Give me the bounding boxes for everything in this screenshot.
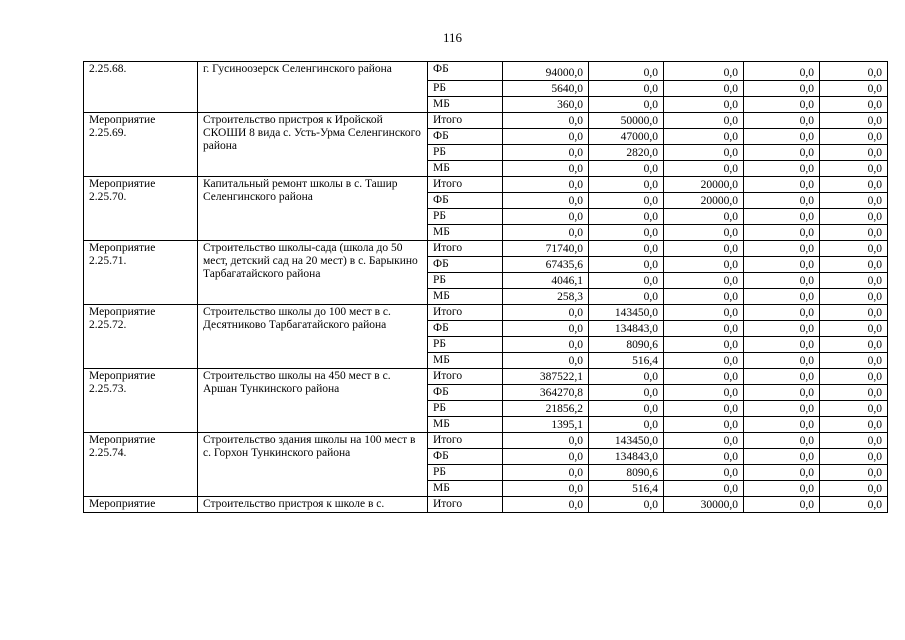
funding-source: МБ [428, 161, 503, 177]
amount-cell: 0,0 [664, 337, 744, 353]
amount-cell: 0,0 [744, 225, 820, 241]
amount-cell: 0,0 [820, 241, 888, 257]
amount-cell: 0,0 [664, 289, 744, 305]
funding-source: РБ [428, 465, 503, 481]
budget-table [83, 61, 888, 513]
amount-cell: 0,0 [589, 161, 664, 177]
amount-cell: 0,0 [820, 62, 888, 81]
table-row [84, 369, 888, 385]
table-row [84, 241, 888, 257]
amount-cell: 0,0 [503, 193, 589, 209]
funding-source: ФБ [428, 449, 503, 465]
amount-cell: 0,0 [664, 321, 744, 337]
amount-cell: 0,0 [820, 385, 888, 401]
amount-cell: 0,0 [820, 273, 888, 289]
amount-cell: 0,0 [589, 497, 664, 513]
amount-cell: 0,0 [744, 289, 820, 305]
funding-source: ФБ [428, 257, 503, 273]
amount-cell: 0,0 [744, 273, 820, 289]
amount-cell: 0,0 [664, 209, 744, 225]
amount-cell: 0,0 [820, 145, 888, 161]
amount-cell: 0,0 [503, 465, 589, 481]
amount-cell: 0,0 [820, 161, 888, 177]
amount-cell: 8090,6 [589, 465, 664, 481]
amount-cell: 0,0 [664, 81, 744, 97]
amount-cell: 0,0 [664, 129, 744, 145]
funding-source: РБ [428, 81, 503, 97]
amount-cell: 0,0 [503, 353, 589, 369]
measure-name: Строительство школы на 450 мест в с. Аршан Тункинского района [198, 369, 428, 433]
funding-source: ФБ [428, 193, 503, 209]
funding-source: Итого [428, 369, 503, 385]
funding-source: РБ [428, 337, 503, 353]
amount-cell: 0,0 [744, 97, 820, 113]
funding-source: ФБ [428, 385, 503, 401]
amount-cell: 4046,1 [503, 273, 589, 289]
amount-cell: 0,0 [503, 433, 589, 449]
funding-source: ФБ [428, 62, 503, 81]
amount-cell: 0,0 [664, 241, 744, 257]
measure-code: Мероприятие 2.25.72. [84, 305, 198, 369]
page-number: 116 [442, 30, 463, 45]
amount-cell: 516,4 [589, 481, 664, 497]
measure-code: Мероприятие 2.25.71. [84, 241, 198, 305]
measure-code: Мероприятие 2.25.73. [84, 369, 198, 433]
table-row [84, 305, 888, 321]
amount-cell: 0,0 [820, 433, 888, 449]
amount-cell: 0,0 [664, 161, 744, 177]
amount-cell: 0,0 [664, 225, 744, 241]
amount-cell: 0,0 [820, 97, 888, 113]
funding-source: РБ [428, 273, 503, 289]
amount-cell: 0,0 [589, 385, 664, 401]
amount-cell: 0,0 [744, 113, 820, 129]
amount-cell: 0,0 [744, 257, 820, 273]
amount-cell: 0,0 [503, 481, 589, 497]
funding-source: Итого [428, 305, 503, 321]
amount-cell: 0,0 [820, 305, 888, 321]
funding-source: Итого [428, 241, 503, 257]
amount-cell: 0,0 [589, 257, 664, 273]
budget-table-body [84, 62, 888, 513]
funding-source: РБ [428, 209, 503, 225]
amount-cell: 0,0 [589, 193, 664, 209]
amount-cell: 0,0 [503, 129, 589, 145]
amount-cell: 0,0 [589, 62, 664, 81]
amount-cell: 0,0 [589, 369, 664, 385]
funding-source: РБ [428, 401, 503, 417]
amount-cell: 0,0 [589, 273, 664, 289]
amount-cell: 0,0 [664, 417, 744, 433]
measure-code: Мероприятие [84, 497, 198, 513]
funding-source: МБ [428, 289, 503, 305]
amount-cell: 0,0 [503, 449, 589, 465]
amount-cell: 0,0 [664, 257, 744, 273]
amount-cell: 0,0 [664, 369, 744, 385]
amount-cell: 0,0 [744, 129, 820, 145]
amount-cell: 0,0 [744, 305, 820, 321]
amount-cell: 21856,2 [503, 401, 589, 417]
amount-cell: 50000,0 [589, 113, 664, 129]
amount-cell: 0,0 [820, 369, 888, 385]
table-row [84, 177, 888, 193]
measure-name: г. Гусиноозерск Селенгинского района [198, 62, 428, 113]
amount-cell: 0,0 [820, 497, 888, 513]
amount-cell: 0,0 [503, 305, 589, 321]
amount-cell: 0,0 [744, 337, 820, 353]
amount-cell: 0,0 [820, 177, 888, 193]
amount-cell: 0,0 [664, 273, 744, 289]
amount-cell: 5640,0 [503, 81, 589, 97]
amount-cell: 20000,0 [664, 177, 744, 193]
measure-code: Мероприятие 2.25.74. [84, 433, 198, 497]
amount-cell: 360,0 [503, 97, 589, 113]
amount-cell: 94000,0 [503, 62, 589, 81]
amount-cell: 0,0 [820, 321, 888, 337]
amount-cell: 0,0 [820, 113, 888, 129]
table-row [84, 62, 888, 81]
amount-cell: 0,0 [744, 62, 820, 81]
amount-cell: 0,0 [820, 353, 888, 369]
amount-cell: 0,0 [820, 257, 888, 273]
amount-cell: 0,0 [664, 353, 744, 369]
amount-cell: 0,0 [820, 193, 888, 209]
amount-cell: 0,0 [744, 177, 820, 193]
amount-cell: 0,0 [664, 97, 744, 113]
amount-cell: 0,0 [503, 225, 589, 241]
amount-cell: 0,0 [744, 449, 820, 465]
amount-cell: 0,0 [589, 97, 664, 113]
amount-cell: 0,0 [744, 209, 820, 225]
amount-cell: 0,0 [664, 465, 744, 481]
measure-name: Капитальный ремонт школы в с. Ташир Селенгинского района [198, 177, 428, 241]
amount-cell: 47000,0 [589, 129, 664, 145]
measure-code: Мероприятие 2.25.70. [84, 177, 198, 241]
amount-cell: 0,0 [664, 385, 744, 401]
amount-cell: 0,0 [744, 497, 820, 513]
table-row [84, 113, 888, 129]
amount-cell: 0,0 [744, 401, 820, 417]
amount-cell: 0,0 [664, 145, 744, 161]
amount-cell: 20000,0 [664, 193, 744, 209]
amount-cell: 0,0 [589, 209, 664, 225]
amount-cell: 0,0 [820, 481, 888, 497]
amount-cell: 1395,1 [503, 417, 589, 433]
funding-source: МБ [428, 481, 503, 497]
amount-cell: 0,0 [820, 337, 888, 353]
amount-cell: 0,0 [589, 225, 664, 241]
amount-cell: 143450,0 [589, 305, 664, 321]
funding-source: РБ [428, 145, 503, 161]
amount-cell: 0,0 [664, 481, 744, 497]
funding-source: МБ [428, 353, 503, 369]
amount-cell: 0,0 [744, 433, 820, 449]
measure-name: Строительство здания школы на 100 мест в с. Горхон Тункинского района [198, 433, 428, 497]
table-row [84, 433, 888, 449]
funding-source: ФБ [428, 321, 503, 337]
amount-cell: 67435,6 [503, 257, 589, 273]
amount-cell: 0,0 [744, 481, 820, 497]
amount-cell: 0,0 [744, 193, 820, 209]
amount-cell: 0,0 [820, 81, 888, 97]
amount-cell: 387522,1 [503, 369, 589, 385]
amount-cell: 0,0 [664, 401, 744, 417]
amount-cell: 0,0 [744, 321, 820, 337]
amount-cell: 0,0 [589, 417, 664, 433]
amount-cell: 0,0 [820, 129, 888, 145]
funding-source: Итого [428, 433, 503, 449]
amount-cell: 0,0 [589, 177, 664, 193]
measure-name: Строительство пристроя к Иройской СКОШИ 8 вида с. Усть-Урма Селенгинского района [198, 113, 428, 177]
amount-cell: 364270,8 [503, 385, 589, 401]
funding-source: Итого [428, 177, 503, 193]
amount-cell: 134843,0 [589, 449, 664, 465]
amount-cell: 0,0 [589, 289, 664, 305]
amount-cell: 71740,0 [503, 241, 589, 257]
amount-cell: 134843,0 [589, 321, 664, 337]
measure-name: Строительство школы до 100 мест в с. Десятниково Тарбагатайского района [198, 305, 428, 369]
amount-cell: 0,0 [503, 497, 589, 513]
amount-cell: 0,0 [744, 385, 820, 401]
amount-cell: 0,0 [589, 81, 664, 97]
amount-cell: 0,0 [744, 241, 820, 257]
amount-cell: 0,0 [664, 305, 744, 321]
amount-cell: 0,0 [664, 62, 744, 81]
amount-cell: 143450,0 [589, 433, 664, 449]
funding-source: Итого [428, 113, 503, 129]
amount-cell: 0,0 [744, 145, 820, 161]
measure-name: Строительство пристроя к школе в с. [198, 497, 428, 513]
amount-cell: 0,0 [744, 465, 820, 481]
amount-cell: 0,0 [503, 337, 589, 353]
funding-source: МБ [428, 225, 503, 241]
amount-cell: 0,0 [744, 161, 820, 177]
amount-cell: 0,0 [744, 81, 820, 97]
amount-cell: 0,0 [589, 401, 664, 417]
amount-cell: 0,0 [744, 369, 820, 385]
funding-source: ФБ [428, 129, 503, 145]
amount-cell: 0,0 [820, 209, 888, 225]
amount-cell: 258,3 [503, 289, 589, 305]
measure-code: Мероприятие 2.25.69. [84, 113, 198, 177]
amount-cell: 0,0 [503, 209, 589, 225]
amount-cell: 0,0 [503, 113, 589, 129]
amount-cell: 0,0 [820, 225, 888, 241]
measure-code: 2.25.68. [84, 62, 198, 113]
funding-source: МБ [428, 97, 503, 113]
amount-cell: 0,0 [664, 433, 744, 449]
amount-cell: 0,0 [589, 241, 664, 257]
amount-cell: 516,4 [589, 353, 664, 369]
amount-cell: 0,0 [503, 145, 589, 161]
amount-cell: 0,0 [744, 353, 820, 369]
amount-cell: 0,0 [820, 465, 888, 481]
funding-source: МБ [428, 417, 503, 433]
amount-cell: 0,0 [664, 449, 744, 465]
amount-cell: 0,0 [503, 177, 589, 193]
amount-cell: 0,0 [820, 417, 888, 433]
funding-source: Итого [428, 497, 503, 513]
amount-cell: 2820,0 [589, 145, 664, 161]
amount-cell: 0,0 [820, 449, 888, 465]
amount-cell: 0,0 [744, 417, 820, 433]
table-row [84, 497, 888, 513]
amount-cell: 0,0 [664, 113, 744, 129]
measure-name: Строительство школы-сада (школа до 50 мест, детский сад на 20 мест) в с. Барыкино Тарбагатайского района [198, 241, 428, 305]
amount-cell: 0,0 [503, 161, 589, 177]
amount-cell: 0,0 [503, 321, 589, 337]
amount-cell: 0,0 [820, 289, 888, 305]
amount-cell: 0,0 [820, 401, 888, 417]
amount-cell: 8090,6 [589, 337, 664, 353]
amount-cell: 30000,0 [664, 497, 744, 513]
